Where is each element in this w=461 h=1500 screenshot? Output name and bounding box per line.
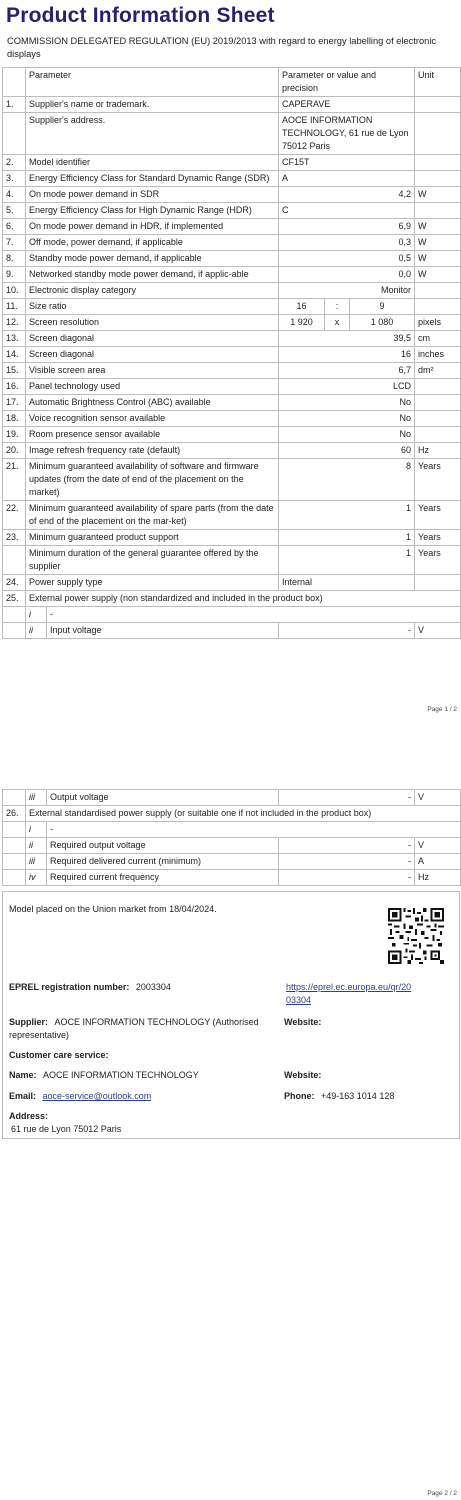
row-value: 39,5	[279, 331, 415, 347]
row-label: Required current frequency	[47, 870, 279, 886]
row-label: -	[47, 607, 461, 623]
row-number	[3, 854, 26, 870]
row-value: LCD	[279, 379, 415, 395]
page-number-2: Page 2 / 2	[427, 1490, 457, 1497]
sub-index: iii	[26, 790, 47, 806]
row-label: Off mode, power demand, if applicable	[26, 235, 279, 251]
phone-value: +49-163 1014 128	[321, 1091, 395, 1101]
table-row	[3, 427, 461, 443]
table-row	[3, 806, 461, 822]
row-number: 14.	[3, 347, 26, 363]
page-number-1: Page 1 / 2	[427, 706, 457, 713]
row-label: Visible screen area	[26, 363, 279, 379]
table-row	[3, 854, 461, 870]
row-unit	[415, 171, 461, 187]
row-unit: pixels	[415, 315, 461, 331]
email-line	[9, 1090, 151, 1103]
row-value: 6,7	[279, 363, 415, 379]
supplier-info-box	[2, 891, 460, 1139]
table-row	[3, 113, 461, 155]
table-row	[3, 283, 461, 299]
page-title: Product Information Sheet	[6, 4, 275, 27]
resolution-separator: x	[325, 315, 350, 331]
address-label: Address:	[9, 1111, 49, 1121]
row-number: 16.	[3, 379, 26, 395]
row-label: Standby mode power demand, if applicable	[26, 251, 279, 267]
website-label: Website:	[284, 1017, 322, 1027]
row-number	[3, 790, 26, 806]
row-unit: cm	[415, 331, 461, 347]
table-row	[3, 235, 461, 251]
address-value: 61 rue de Lyon 75012 Paris	[11, 1124, 122, 1134]
table-row	[3, 331, 461, 347]
supplier-line	[9, 1016, 271, 1042]
row-label: On mode power demand in HDR, if implemented	[26, 219, 279, 235]
row-value: -	[279, 623, 415, 639]
row-number: 13.	[3, 331, 26, 347]
table-row	[3, 607, 461, 623]
table-row	[3, 822, 461, 838]
row-number: 17.	[3, 395, 26, 411]
table-row	[3, 363, 461, 379]
row-label: Screen diagonal	[26, 331, 279, 347]
row-number: 22.	[3, 501, 26, 530]
table-row	[3, 171, 461, 187]
row-unit: W	[415, 219, 461, 235]
row-number: 24.	[3, 575, 26, 591]
row-value: CAPERAVE	[279, 97, 415, 113]
table-row	[3, 411, 461, 427]
email-link[interactable]: aoce-service@outlook.com	[42, 1091, 152, 1101]
table-row	[3, 591, 461, 607]
row-number: 1.	[3, 97, 26, 113]
row-label: Output voltage	[47, 790, 279, 806]
table-row	[3, 870, 461, 886]
resolution-height: 1 080	[350, 315, 415, 331]
row-value: 60	[279, 443, 415, 459]
table-row	[3, 251, 461, 267]
row-unit	[415, 97, 461, 113]
row-value: 8	[279, 459, 415, 501]
qr-code-icon	[388, 908, 444, 964]
table-row	[3, 459, 461, 501]
table-row	[3, 379, 461, 395]
row-label: Minimum guaranteed availability of spare parts (from the date of end of the placement on the mar-ket)	[26, 501, 279, 530]
row-value: A	[279, 171, 415, 187]
row-label: Minimum guaranteed availability of software and firmware updates (from the date of end of the placement on the market)	[26, 459, 279, 501]
table-row	[3, 315, 461, 331]
table-row	[3, 443, 461, 459]
row-unit	[415, 379, 461, 395]
table-row	[3, 219, 461, 235]
table-row	[3, 790, 461, 806]
row-number: 23.	[3, 530, 26, 546]
row-unit	[415, 395, 461, 411]
row-label: Input voltage	[47, 623, 279, 639]
row-number: 5.	[3, 203, 26, 219]
row-number	[3, 822, 26, 838]
row-number	[3, 546, 26, 575]
row-unit	[415, 113, 461, 155]
row-unit: V	[415, 790, 461, 806]
row-label: Model identifier	[26, 155, 279, 171]
table-row	[3, 575, 461, 591]
header-value: Parameter or value and precision	[279, 68, 415, 97]
row-label: Screen diagonal	[26, 347, 279, 363]
row-number: 10.	[3, 283, 26, 299]
row-value: -	[279, 854, 415, 870]
market-placement-text: Model placed on the Union market from 18/04/2024.	[9, 904, 217, 914]
regulation-subtitle: COMMISSION DELEGATED REGULATION (EU) 2019/2013 with regard to energy labelling of electronic displays	[7, 36, 437, 59]
resolution-width: 1 920	[279, 315, 325, 331]
row-number: 25.	[3, 591, 26, 607]
name-value: AOCE INFORMATION TECHNOLOGY	[43, 1070, 199, 1080]
table-row	[3, 838, 461, 854]
row-number: 9.	[3, 267, 26, 283]
row-label: Minimum duration of the general guarantee offered by the supplier	[26, 546, 279, 575]
row-label: External power supply (non standardized and included in the product box)	[26, 591, 461, 607]
table-row	[3, 267, 461, 283]
sub-index: i	[26, 607, 47, 623]
row-number: 12.	[3, 315, 26, 331]
row-label: External standardised power supply (or suitable one if not included in the product box)	[26, 806, 461, 822]
row-label: -	[47, 822, 461, 838]
row-label: Power supply type	[26, 575, 279, 591]
row-number	[3, 607, 26, 623]
row-label: Networked standby mode power demand, if applic-able	[26, 267, 279, 283]
table-row	[3, 97, 461, 113]
row-label: Room presence sensor available	[26, 427, 279, 443]
website-label-2: Website:	[284, 1070, 322, 1080]
row-unit: Years	[415, 501, 461, 530]
row-unit	[415, 427, 461, 443]
row-value: 0,5	[279, 251, 415, 267]
row-value: -	[279, 870, 415, 886]
row-number: 18.	[3, 411, 26, 427]
row-number: 21.	[3, 459, 26, 501]
row-number	[3, 838, 26, 854]
row-value: -	[279, 838, 415, 854]
sub-index: ii	[26, 623, 47, 639]
row-label: Image refresh frequency rate (default)	[26, 443, 279, 459]
row-label: On mode power demand in SDR	[26, 187, 279, 203]
row-value: 16	[279, 347, 415, 363]
row-label: Panel technology used	[26, 379, 279, 395]
table-row	[3, 623, 461, 639]
row-number: 8.	[3, 251, 26, 267]
row-label: Required output voltage	[47, 838, 279, 854]
table-row	[3, 299, 461, 315]
row-number: 3.	[3, 171, 26, 187]
phone-label: Phone:	[284, 1091, 315, 1101]
row-label: Required delivered current (minimum)	[47, 854, 279, 870]
row-value: AOCE INFORMATION TECHNOLOGY, 61 rue de Lyon 75012 Paris	[279, 113, 415, 155]
row-number	[3, 623, 26, 639]
table-row	[3, 347, 461, 363]
row-unit: Years	[415, 530, 461, 546]
row-value: No	[279, 411, 415, 427]
row-value: CF15T	[279, 155, 415, 171]
row-unit: W	[415, 187, 461, 203]
row-label: Supplier's address.	[26, 113, 279, 155]
row-unit: Years	[415, 546, 461, 575]
row-value: Internal	[279, 575, 415, 591]
sub-index: iii	[26, 854, 47, 870]
name-line	[9, 1069, 199, 1082]
row-value: 0,0	[279, 267, 415, 283]
eprel-link[interactable]: https://eprel.ec.europa.eu/qr/2003304	[286, 982, 412, 1005]
row-value: 6,9	[279, 219, 415, 235]
eprel-label: EPREL registration number:	[9, 982, 130, 992]
sub-index: i	[26, 822, 47, 838]
row-number: 2.	[3, 155, 26, 171]
row-value: 1	[279, 530, 415, 546]
sub-index: ii	[26, 838, 47, 854]
table-row	[3, 546, 461, 575]
ratio-height: 9	[350, 299, 415, 315]
row-unit: Hz	[415, 443, 461, 459]
header-parameter: Parameter	[26, 68, 279, 97]
table-row	[3, 395, 461, 411]
table-row	[3, 203, 461, 219]
ratio-width: 16	[279, 299, 325, 315]
table-header-row	[3, 68, 461, 97]
row-unit	[415, 411, 461, 427]
row-label: Voice recognition sensor available	[26, 411, 279, 427]
row-label: Size ratio	[26, 299, 279, 315]
row-value: No	[279, 427, 415, 443]
row-unit: W	[415, 251, 461, 267]
row-unit: W	[415, 267, 461, 283]
table-row	[3, 155, 461, 171]
row-value: -	[279, 790, 415, 806]
row-number	[3, 113, 26, 155]
row-label: Supplier's name or trademark.	[26, 97, 279, 113]
row-number	[3, 870, 26, 886]
row-label: Automatic Brightness Control (ABC) available	[26, 395, 279, 411]
row-value: 4,2	[279, 187, 415, 203]
row-number: 19.	[3, 427, 26, 443]
row-number: 20.	[3, 443, 26, 459]
row-label: Energy Efficiency Class for Standard Dynamic Range (SDR)	[26, 171, 279, 187]
row-value: 1	[279, 546, 415, 575]
row-number: 7.	[3, 235, 26, 251]
row-value: C	[279, 203, 415, 219]
row-unit: V	[415, 838, 461, 854]
row-label: Electronic display category	[26, 283, 279, 299]
row-value: 0,3	[279, 235, 415, 251]
row-unit	[415, 203, 461, 219]
row-number: 15.	[3, 363, 26, 379]
info-table-page1	[2, 67, 461, 639]
row-number: 6.	[3, 219, 26, 235]
row-label: Energy Efficiency Class for High Dynamic Range (HDR)	[26, 203, 279, 219]
row-number: 11.	[3, 299, 26, 315]
info-table-page2	[2, 789, 461, 886]
row-unit: Years	[415, 459, 461, 501]
row-number: 26.	[3, 806, 26, 822]
table-row	[3, 501, 461, 530]
eprel-registration	[9, 981, 171, 994]
header-num-cell	[3, 68, 26, 97]
row-number: 4.	[3, 187, 26, 203]
row-unit: Hz	[415, 870, 461, 886]
row-unit: V	[415, 623, 461, 639]
name-label: Name:	[9, 1070, 37, 1080]
supplier-label: Supplier:	[9, 1017, 49, 1027]
row-value: 1	[279, 501, 415, 530]
row-value: No	[279, 395, 415, 411]
row-unit	[415, 575, 461, 591]
row-unit	[415, 283, 461, 299]
header-unit: Unit	[415, 68, 461, 97]
row-value: Monitor	[279, 283, 415, 299]
row-unit	[415, 299, 461, 315]
table-row	[3, 530, 461, 546]
row-unit: dm²	[415, 363, 461, 379]
email-label: Email:	[9, 1091, 37, 1101]
sub-index: iv	[26, 870, 47, 886]
row-unit	[415, 155, 461, 171]
table-row	[3, 187, 461, 203]
row-unit: A	[415, 854, 461, 870]
eprel-number: 2003304	[135, 982, 171, 992]
supplier-value: AOCE INFORMATION TECHNOLOGY (Authorised representative)	[9, 1017, 259, 1040]
row-label: Screen resolution	[26, 315, 279, 331]
row-unit: W	[415, 235, 461, 251]
row-unit: inches	[415, 347, 461, 363]
row-label: Minimum guaranteed product support	[26, 530, 279, 546]
customer-care-heading: Customer care service:	[9, 1050, 109, 1060]
ratio-separator: :	[325, 299, 350, 315]
phone-line	[284, 1090, 394, 1103]
